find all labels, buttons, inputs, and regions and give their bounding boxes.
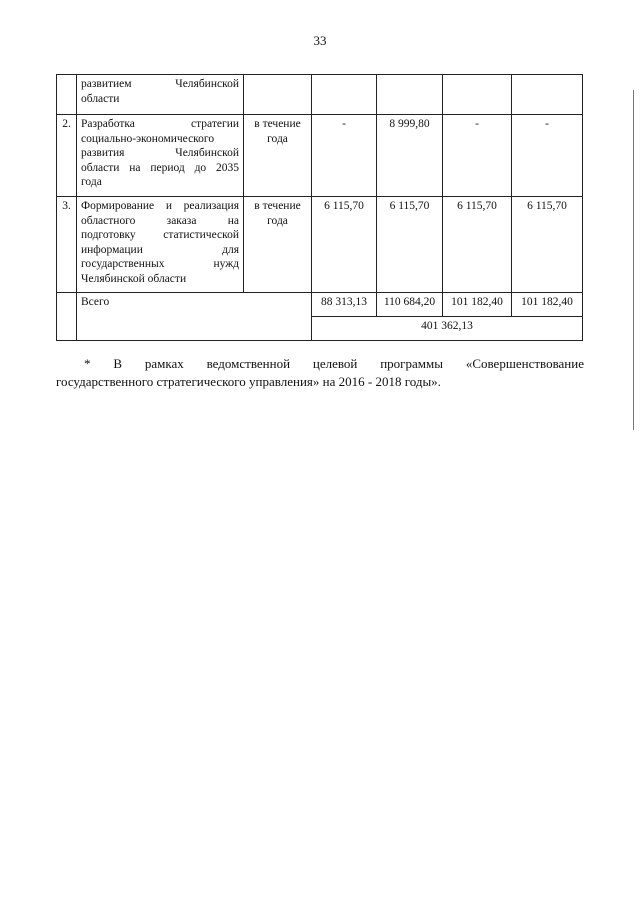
value-cell: - — [512, 115, 583, 197]
measure-line: области на период до 2035 — [81, 161, 239, 174]
row-number: 3. — [57, 197, 77, 293]
measure-line: Разработка стратегии — [81, 118, 239, 130]
table-row-3 — [57, 197, 583, 293]
period-cell — [244, 197, 312, 293]
measure-line: информации для — [81, 243, 239, 256]
measure-line: развитием Челябинской — [81, 78, 239, 90]
value-cell: 6 115,70 — [512, 197, 583, 293]
measure-name-cell — [77, 197, 244, 293]
period-line: в течение — [254, 118, 301, 130]
page-number: 33 — [313, 33, 327, 48]
scan-margin-line — [633, 90, 634, 430]
footnote-line: государственного стратегического управления» на 2016 - 2018 годы». — [56, 374, 441, 389]
row-number-cell — [57, 293, 77, 341]
measure-line: области — [81, 92, 120, 105]
value-cell: 6 115,70 — [312, 197, 377, 293]
measure-line: государственных нужд — [81, 258, 239, 270]
value-cell: - — [443, 115, 512, 197]
value-cell: 8 999,80 — [377, 115, 443, 197]
measure-line: подготовку статистической — [81, 229, 239, 241]
table-row-continuation — [57, 75, 583, 115]
period-cell — [244, 75, 312, 115]
total-value: 101 182,40 — [512, 293, 583, 317]
total-value: 101 182,40 — [443, 293, 512, 317]
period-line: в течение — [254, 200, 301, 212]
period-cell — [244, 115, 312, 197]
total-label: Всего — [77, 293, 312, 341]
row-number-cell — [57, 75, 77, 115]
grand-total-value: 401 362,13 — [312, 317, 583, 341]
value-cell — [377, 75, 443, 115]
measure-line: Формирование и реализация — [81, 200, 239, 212]
measure-line: Челябинской области — [81, 272, 187, 285]
value-cell: 6 115,70 — [443, 197, 512, 293]
period-line: года — [267, 214, 288, 227]
total-value: 110 684,20 — [377, 293, 443, 317]
value-cell — [443, 75, 512, 115]
measure-name-cell — [77, 115, 244, 197]
measure-line: года — [81, 176, 102, 188]
budget-table — [56, 74, 583, 341]
footnote-line: * В рамках ведомственной целевой программы «Совершенствование — [84, 356, 584, 371]
period-line: года — [267, 132, 288, 145]
measure-line: областного заказа на — [81, 214, 239, 227]
total-value: 88 313,13 — [312, 293, 377, 317]
footnote — [56, 355, 584, 391]
measure-name-cell — [77, 75, 244, 115]
row-number: 2. — [57, 115, 77, 197]
value-cell: - — [312, 115, 377, 197]
table-row-2 — [57, 115, 583, 197]
measure-line: развития Челябинской — [81, 147, 239, 159]
measure-line: социально-экономического — [81, 132, 215, 145]
value-cell — [512, 75, 583, 115]
value-cell: 6 115,70 — [377, 197, 443, 293]
value-cell — [312, 75, 377, 115]
table-row-total — [57, 293, 583, 317]
